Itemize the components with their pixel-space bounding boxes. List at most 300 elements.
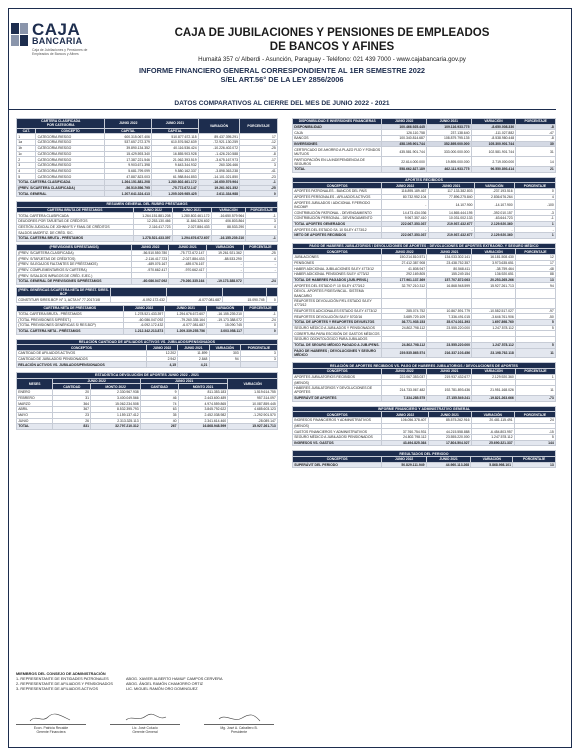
signature-2-name: Lic. José Colucio: [132, 726, 158, 730]
cell-p: 1: [514, 232, 555, 238]
cell-p: 3: [240, 162, 278, 168]
cell-v: -8.650.008.330: [471, 124, 516, 130]
col-month: MESES: [17, 378, 53, 389]
cell-v: -19.821.263.666: [472, 395, 516, 401]
cell-v: -3.898.363.238: [198, 168, 239, 174]
cell-c: DEVOL. APORTES P/DESVINCUL. SISTEMA BANCARIO: [293, 289, 382, 299]
cell-b: 117.133.382.803: [428, 189, 474, 195]
cell-v: 3.973.635.651: [472, 260, 516, 266]
cell-a: 600.315.067.406: [105, 134, 152, 140]
cell-v: 20.481.115.491: [471, 417, 514, 423]
prevision-table: [16, 244, 278, 285]
col-pct: PORCENTAJE: [515, 249, 555, 255]
cell-c: REAPORTES ADICIONALES ESTADO S/LEY 4773/12: [293, 308, 382, 314]
cell-c: JUBILACIONES: [293, 255, 382, 261]
cell-a: 222.067.353.037: [382, 374, 427, 380]
col-amount-2022: MONTO 2022: [91, 384, 141, 390]
resultados-body: [293, 462, 556, 468]
cell-b: -2.027.884.433: [169, 256, 206, 262]
cell-cat: 1a: [17, 140, 36, 146]
cell-q2: 74: [140, 401, 178, 407]
cell-c: GESTIÓN JUDICIAL DE JOHNNY'S Y FAML DE CRÉDITOS: [17, 224, 134, 230]
cell-p: 5: [515, 342, 555, 348]
cell-c: (MENOS): [293, 380, 382, 386]
cell-c: TOTAL: [293, 167, 382, 173]
cell-b: 35.074.031.393: [427, 320, 472, 326]
cell-v: 20.253.265.266: [472, 277, 516, 283]
council-member-name: LIC. MIGUEL RAMÓN ORO DOMINGUEZ: [126, 687, 198, 691]
cell-p: 144: [514, 440, 555, 446]
col-concept: CONCEPTOS: [293, 183, 382, 189]
table-row: [17, 323, 278, 329]
cell-v: 1.697.898.760: [472, 320, 516, 326]
col-qty-2021: CANTIDAD: [140, 384, 178, 390]
cell-c: INGRESOS VS. GASTOS: [293, 440, 382, 446]
col-pct: PORCENTAJE: [515, 369, 555, 375]
cell-b: -6.077.081.687: [167, 297, 223, 303]
cell-a: 150.214.810.571: [382, 255, 427, 261]
cell-b: -75.772.672.147: [169, 250, 206, 256]
cell-p: -8: [240, 151, 278, 157]
col-2021: JUNIO 2021: [178, 345, 209, 351]
cell-c: TOTAL APORTES GENERADOS: [293, 221, 382, 227]
cell-v: 260.326.466: [198, 162, 239, 168]
col-2022: JUNIO 2022: [382, 369, 427, 375]
cell-c: DISPONIBILIDAD: [293, 124, 382, 130]
col-concept: CONCEPTOS: [17, 345, 147, 351]
pagos-table: [292, 243, 556, 359]
cell-b: 16.868.948.599: [178, 424, 228, 430]
cell-v: -19.173.388.072: [206, 278, 243, 284]
cell-cat: 1: [17, 134, 36, 140]
cell-concept: CATEGORIA RIESGO: [36, 140, 105, 146]
cell-m: TOTAL: [17, 424, 53, 430]
cell-p: -47: [516, 130, 556, 136]
cell-q: 20: [53, 390, 91, 396]
cell-b: 44.960.113.268: [426, 462, 471, 468]
cell-c: TOTAL DE HABERES PAGADOS (JUB./PENS.): [293, 277, 382, 283]
cartera-table: [16, 118, 278, 197]
cell-a: 12.253.130.466: [133, 219, 172, 225]
cell-a: 116.895.189.467: [382, 189, 428, 195]
cell-c: SEGURO MÉDICO A JUBILADOS/ PENSIONADOS: [293, 434, 382, 440]
cell-v: 94: [209, 356, 240, 362]
cell-v: 406.803.864: [211, 219, 246, 225]
cell-v: 19.261.921.352: [198, 185, 239, 191]
total-row: [17, 191, 278, 197]
cell-c: COBERTURA PARA ESCISIÓN DE GASTOS MÉDICOS: [293, 331, 382, 337]
council-member-role: 3- REPRESENTANTE DE AFILIADOS ACTIVOS: [16, 687, 99, 691]
cell-concept: TOTAL GENERAL: [17, 191, 105, 197]
table-row: [293, 298, 556, 308]
cell-p: -1: [514, 215, 555, 221]
cell-p: -24: [244, 317, 278, 323]
cell-v: 3.003.058.117: [207, 328, 244, 334]
col-concept: CONCEPTOS: [293, 412, 382, 418]
council-members: [16, 672, 278, 692]
cell-a: 2.313.325.113: [91, 418, 141, 424]
table-row: [17, 311, 278, 317]
cell-m: FEBRERO: [17, 395, 53, 401]
cell-a: 1.278.521.433.397: [133, 236, 172, 242]
cell-v: -28.089.147: [228, 418, 278, 424]
cell-v: 16.181.508.430: [472, 255, 516, 261]
cell-b: 1.294.676.672.607: [172, 236, 211, 242]
cell-q: 23: [53, 412, 91, 418]
cell-a: 100.466.925.445: [382, 124, 427, 130]
cell-v: -72.921.130.259: [198, 140, 239, 146]
cell-v: -3.675.167.973: [198, 157, 239, 163]
cell-p: -24: [243, 278, 277, 284]
cell-q: 367: [53, 407, 91, 413]
cell-b: 11.899: [178, 350, 209, 356]
cell-v: 25.690.321.337: [471, 440, 514, 446]
col-amount-2021: MONTO 2021: [178, 384, 228, 390]
cell-b: 2.443.600.489: [178, 395, 228, 401]
cell-v: 21.951.168.026: [472, 386, 516, 396]
cell-v: 2.611.334.988: [198, 191, 239, 197]
cell-v: -: [206, 267, 243, 273]
col-var: VARIACIÓN: [474, 183, 514, 189]
cell-b: 80.568.411: [427, 266, 472, 272]
cell-b: 23.555.220.000: [427, 342, 472, 348]
cell-b: 85.575.262.916: [428, 417, 471, 423]
cell-c: GASTOS FINANCIEROS Y ADMINISTRATIVOS: [293, 429, 382, 435]
cell-v: -19.173.388.072: [207, 317, 244, 323]
report-title-line-1: INFORME FINANCIERO GENERAL CORRESPONDIENTE AL 1ER SEMESTRE 2022: [138, 66, 426, 75]
cell-v: -16.650.579.964: [211, 213, 246, 219]
col-pct: PORCENTAJE: [513, 457, 556, 463]
col-2021: JUNIO 2021: [172, 207, 211, 213]
cell-p: 13: [515, 277, 555, 283]
cell-v: 10.087.859.445: [228, 401, 278, 407]
cell-m: MAYO: [17, 412, 53, 418]
cell-v: -10.582.517.027: [472, 308, 516, 314]
col-var: VARIACIÓN: [198, 119, 239, 134]
cell-b: -75.772.672.147: [152, 185, 199, 191]
cell-p: 3: [240, 356, 277, 362]
cell-p: 17: [515, 260, 555, 266]
cell-a: -56.510.550.780: [132, 250, 169, 256]
cell-a: 1.207.641.324.413: [105, 191, 152, 197]
total-row: [293, 440, 556, 446]
cell-p: -25: [243, 250, 277, 256]
cell-v: 136.920.651: [472, 272, 516, 278]
left-column: [16, 118, 278, 430]
cell-c: REAPORTES DEVOLUCIÓN P/EL ESTADO S/LEY 4773/12: [293, 298, 382, 308]
col-2021: JUNIO 2021: [428, 183, 474, 189]
neta-table: [16, 305, 278, 334]
council-member-role: 1- REPRESENTANTE DE ENTIDADES PATRONALES: [16, 677, 109, 681]
cell-q2: 63: [140, 407, 178, 413]
cell-a: 3.689.729.109: [382, 314, 427, 320]
cell-a: -6.092.172.432: [110, 297, 166, 303]
cell-p: -73: [515, 395, 555, 401]
cell-a: 100.340.814.687: [382, 136, 427, 142]
signature-3: [204, 712, 274, 734]
cell-b: 17.804.504.027: [428, 440, 471, 446]
cell-b: 7.336.491.015: [427, 314, 472, 320]
cell-a: -56.510.556.795: [105, 185, 152, 191]
cell-b: 1.205.029.985.425: [152, 191, 199, 197]
cell-p: 94: [515, 283, 555, 289]
col-concept: CONCEPTOS: [293, 369, 382, 375]
council-title: MIEMBROS DEL CONSEJO DE ADMINISTRACIÓN: [16, 672, 106, 676]
col-pct: PORCENTAJE: [514, 183, 555, 189]
cell-b: 1.294.676.672.607: [165, 311, 207, 317]
cell-b: 14.865.444.195: [428, 210, 474, 216]
cell-b: 352.895.000.000: [427, 141, 472, 147]
cell-cat: 3: [17, 162, 36, 168]
cell-c: (PREV. S/SALDOS IMPAGOS DE CRÉD. EJEC.): [17, 273, 132, 279]
cell-a: -60.086.047.092: [132, 278, 169, 284]
cell-a: 24.802.798.112: [382, 342, 427, 348]
cell-a: 36.771.935.153: [382, 320, 427, 326]
cell-c: (PREV. S/LEGAJOS FALTANTES DE PRÉSTAMOS): [17, 261, 132, 267]
cell-b: 16.868.948.599: [427, 283, 472, 289]
cell-concept: CATEGORIA RIESGO: [36, 162, 105, 168]
cell-a: 7.334.285.575: [382, 395, 427, 401]
cell-a: 106.056.378.407: [382, 417, 428, 423]
aportes-table: [292, 177, 556, 239]
cell-a: 222.067.353.037: [382, 232, 428, 238]
total-row: [293, 395, 556, 401]
cell-b: 23.438.752.357: [427, 260, 472, 266]
cell-cat: 5: [17, 174, 36, 180]
title-line-2: DE BANCOS Y AFINES: [269, 41, 395, 53]
cell-b: 61.988.844.853: [152, 174, 199, 180]
members-list: [16, 677, 278, 692]
cell-v: -6.454.803.957: [471, 429, 514, 435]
col-var: VARIACIÓN: [206, 244, 243, 250]
cell-a: 239.535.865.574: [382, 348, 427, 358]
table-row: [293, 289, 556, 299]
cell-v: 15.090.745: [207, 323, 244, 329]
cell-b: 333.000.000.000: [427, 147, 472, 157]
cell-cat: 1c: [17, 151, 36, 157]
cell-q2: 267: [140, 424, 178, 430]
cell-p: 5: [514, 434, 555, 440]
cell-b: 510.877.672.115: [152, 134, 199, 140]
cell-v: 2.129.920.360: [474, 221, 514, 227]
col-year-2021: JUNIO 2021: [140, 378, 227, 384]
cell-b: -970.662.417: [169, 267, 206, 273]
cell-a: 41.808.947: [382, 266, 427, 272]
prevgen-table: [16, 287, 278, 303]
cell-b: 3.845.792.622: [178, 407, 228, 413]
cell-p: -1: [244, 311, 278, 317]
cell-a: 80.732.952.104: [382, 194, 428, 200]
resumen-body: [17, 213, 278, 241]
cell-c: CANTIDAD DE JUBILADOS/ PENSIONADOS: [17, 356, 147, 362]
col-2022: JUNIO 2022: [132, 244, 169, 250]
cell-c: REAPORTES DEVOLUCIÓN S/LEY 5702/16: [293, 314, 382, 320]
cell-p: -25: [240, 185, 278, 191]
cell-a: 1.278.521.433.397: [123, 311, 165, 317]
council-member-row: [16, 687, 278, 692]
cell-a: 32.797.210.312: [91, 424, 141, 430]
table-row: [293, 157, 556, 167]
council-member-role: 2- REPRESENTANTE DE AFILIADOS Y PENSIONADOS: [16, 682, 113, 686]
cell-a: 177.961.137.369: [382, 277, 427, 283]
cell-p: 21: [516, 167, 556, 173]
cell-v: -1.292.901.570: [228, 412, 278, 418]
cell-v: 4.685.603.123: [228, 407, 278, 413]
col-concept: CONCEPTOS: [293, 457, 382, 463]
col-cat: CAT.: [17, 128, 36, 134]
cell-p: -100: [514, 200, 555, 210]
cell-b: 610.576.562.639: [152, 140, 199, 146]
cell-p: -8: [516, 136, 556, 142]
col-2022: JUNIO 2022: [382, 183, 428, 189]
col-concept: CARTERA BRUTA DE PRÉSTAMOS: [17, 207, 134, 213]
cartera-title: CARTERA CLASIFICADA POR CATEGORIA: [17, 119, 105, 129]
cell-concept: CATEGORIA RIESGO: [36, 134, 105, 140]
cell-a: 1.212.342.213.873: [123, 328, 165, 334]
cell-a: 2.330.967.938: [91, 390, 141, 396]
cell-b: 14.107.900: [428, 200, 474, 210]
cell-a: 458.195.901.744: [382, 141, 427, 147]
cell-b: 2.027.884.433: [172, 224, 211, 230]
col-var: VARIACIÓN: [471, 457, 513, 463]
cell-p: -1: [240, 179, 278, 185]
cell-a: 8.532.395.793: [91, 407, 141, 413]
cell-c: CANTIDAD DE AFILIADOS ACTIVOS: [17, 350, 147, 356]
cell-p: 0: [240, 191, 278, 197]
cell-c: PARTICIPACIÓN EN LA INDEPENDENCIA DE SEGUROS: [293, 157, 382, 167]
cell-a: 2.116.417.723: [133, 224, 172, 230]
cell-b: [427, 289, 472, 299]
col-pct: PORCENTAJE: [243, 244, 277, 250]
cell-concept: CATEGORIA RIESGO: [36, 174, 105, 180]
afiliados-title: RELACIÓN CANTIDAD DE AFILIADOS ACTIVOS VS. JUBILADOS/PENSIONADOS: [17, 339, 278, 345]
cell-c: APORTES DEL ESTADO P. 10 S/LEY 4773/12: [293, 283, 382, 289]
cell-a: [382, 298, 427, 308]
cell-c: APORTES JUBILATORIOS RECIBIDOS: [293, 374, 382, 380]
cell-p: 17: [240, 134, 278, 140]
devolucion-table: [16, 372, 278, 430]
signature-3-name: Mg. José A. Caballero B.: [220, 726, 258, 730]
cell-b: 2.848: [178, 356, 209, 362]
cell-c: PENSIONES: [293, 260, 382, 266]
cell-b: -489.076.167: [169, 261, 206, 267]
col-2022: JUNIO 2022: [133, 207, 172, 213]
logo-subtitle: Caja de Jubilaciones y Pensiones de Empleados de Bancos y Afines: [32, 48, 88, 57]
cell-concept: CATEGORIA RIESGO: [36, 157, 105, 163]
cell-b: 237.138.640: [427, 130, 472, 136]
council-member-name: ABOG. ÁNGEL RAMÓN CHAMORRO ORTIZ: [126, 682, 203, 686]
cell-p: -: [243, 267, 277, 273]
cell-a: 15.429.593.340: [105, 151, 152, 157]
cell-v: 96.550.893.414: [471, 167, 516, 173]
cell-p: 88: [515, 272, 555, 278]
cell-v: 1.247.578.112: [471, 434, 514, 440]
cell-p: 12: [515, 255, 555, 261]
cell-p: -1: [246, 213, 278, 219]
cell-b: 23.555.220.000: [427, 325, 472, 331]
cell-v: -38.759.464: [472, 266, 516, 272]
cell-v: -16.155.239.210: [207, 311, 244, 317]
cell-a: -: [382, 200, 428, 210]
cell-p: 5: [515, 325, 555, 331]
cell-b: -79.260.335.164: [169, 278, 206, 284]
cell-v: -1.426.210.588: [198, 151, 239, 157]
cell-b: 4,21: [178, 362, 209, 368]
cell-c: SUPERÁVIT DE APORTES: [293, 395, 382, 401]
table-row: [293, 386, 556, 396]
signature-1: [16, 712, 86, 734]
col-2021: JUNIO 2021: [165, 306, 207, 312]
relacion-title: RELACIÓN DE APORTES RECIBIDOS VS. PAGO DE HABERES JUBILATORIOS / DEVOLUCIONES DE APORTES: [293, 363, 556, 369]
cell-concept: TOTAL CARTERA CLASIFICADA: [17, 179, 105, 185]
cell-p: [240, 362, 277, 368]
table-row: [17, 213, 278, 219]
cell-p: 13: [513, 462, 556, 468]
devolucion-title: ESTADÍSTICA DEVOLUCIÓN DE APORTES JUNIO 2022 - 2021: [17, 373, 278, 379]
col-2022: [110, 287, 166, 297]
cell-p: -12: [240, 140, 278, 146]
ingresos-body: [293, 417, 556, 445]
prevgen-body: [17, 297, 278, 303]
table-row: [17, 317, 278, 323]
col-concept: CONCEPTO: [36, 128, 105, 134]
cell-p: 24: [514, 417, 555, 423]
cell-v: -63.644.723: [474, 215, 514, 221]
col-var: VARIACIÓN: [207, 306, 244, 312]
cell-v: -: [474, 227, 514, 233]
col-2021: JUNIO 2021: [169, 244, 206, 250]
cell-v: 303: [209, 350, 240, 356]
afiliados-body: [17, 350, 278, 367]
resultados-table: [292, 450, 556, 468]
col-capital-2021: CAPITAL: [152, 128, 199, 134]
cell-p: -3: [514, 210, 555, 216]
compare-title: DATOS COMPARATIVOS AL CIERRE DEL MES DE JUNIO 2022 - 2021: [8, 100, 556, 110]
cell-c: APORTES PATRONALES - BANCOS DEL PAÍS: [293, 189, 382, 195]
cell-p: -50: [515, 314, 555, 320]
prevision-body: [17, 250, 278, 284]
cell-c: PAGO DE HABERES ; DEVOLUCIONES Y SEGURO MÉDICO: [293, 348, 382, 358]
page-title: [108, 26, 556, 54]
cell-a: 27.412.387.908: [382, 260, 427, 266]
col-2022: JUNIO 2022: [105, 119, 152, 129]
col-year-2022: JUNIO 2022: [53, 378, 140, 384]
cell-c: TOTAL CARTERA NETA - PRÉSTAMOS: [17, 328, 124, 334]
cell-concept: CATEGORIA RIESGO: [36, 151, 105, 157]
col-pct: [266, 287, 277, 297]
cell-a: 5.681.799.099: [105, 168, 152, 174]
cell-b: 109.116.933.775: [427, 124, 472, 130]
col-2022: JUNIO 2022: [382, 119, 427, 125]
cell-c: TOTAL CARTERA BRUTA - PRÉSTAMOS: [17, 311, 124, 317]
col-var: VARIACIÓN: [211, 207, 246, 213]
cell-p: 0: [244, 323, 278, 329]
total-row: [17, 236, 278, 242]
cell-a: -489.076.167: [132, 261, 169, 267]
cell-b: 219.937.432.677: [427, 374, 472, 380]
col-2022: JUNIO 2022: [382, 249, 427, 255]
col-concept: (PREVISIONES S/PRÉSTAMOS): [17, 244, 132, 250]
col-2021: JUNIO 2021: [152, 119, 199, 129]
signature-3-role: Presidente: [230, 730, 248, 735]
col-2022: JUNIO 2022: [123, 306, 165, 312]
col-capital-2022: CAPITAL: [105, 128, 152, 134]
cell-c: SALDOS AMORTIZ. DE CRÉD. S/C.: [17, 230, 134, 236]
cell-v: 15.090.745: [223, 297, 267, 303]
cell-p: 0: [266, 297, 277, 303]
cell-v: 89.437.395.291: [198, 134, 239, 140]
cell-b: 21.062.393.519: [152, 157, 199, 163]
